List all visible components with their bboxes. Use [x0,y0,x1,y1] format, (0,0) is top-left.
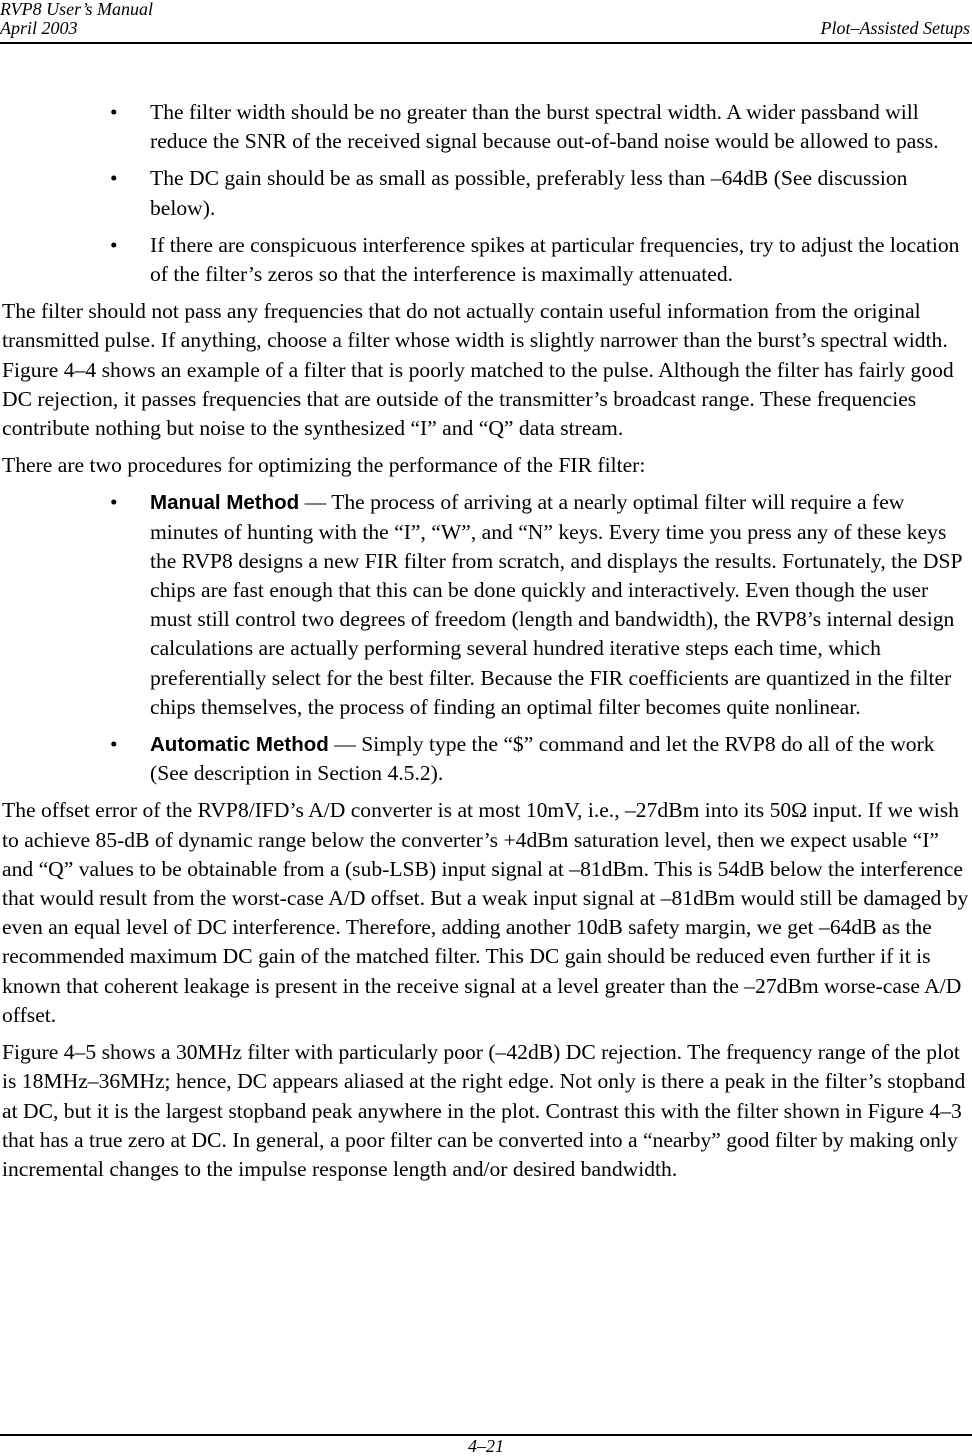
bullet-icon: • [110,166,118,191]
paragraph-figure-4-5: Figure 4–5 shows a 30MHz filter with particularly poor (–42dB) DC rejection. The frequency range of the plot is 18MHz–36MHz; hence, DC appears aliased at the right edge. Not only is there a peak in the filter’s stopband at DC, but it is the largest stopband peak anywhere in the plot. Contrast this with the filter shown in Figure 4–3 that has a true zero at DC. In general, a poor filter can be converted into a “nearby” good filter by making only incremental changes to the impulse response length and/or desired bandwidth. [2,1040,966,1181]
bullet-icon: • [110,100,118,124]
bullet-icon: • [110,490,118,515]
page-footer [0,1434,972,1456]
list-item [2,164,970,222]
manual-title: RVP8 User’s Manual [0,0,153,19]
bullet-icon: • [110,232,118,257]
method-text: — Simply type the “$” command and let the RVP8 do all of the work (See description in Section 4.5.2). [150,732,935,786]
header-date: April 2003 [0,18,78,38]
list-item [2,98,970,156]
paragraph-offset-error: The offset error of the RVP8/IFD’s A/D converter is at most 10mV, i.e., –27dBm into its 50Ω input. If we wish to achieve 85-dB of dynamic range below the converter’s +4dBm saturation level, then we expect usable “I” and “Q” values to be obtainable from a (sub-LSB) input signal at –81dBm. This is 54dB below the interference that would result from the worst-case A/D offset. But a weak input signal at –81dBm would still be damaged by even an equal level of DC interference. Therefore, adding another 10dB safety margin, we get –64dB as the recommended maximum DC gain of the matched filter. This DC gain should be reduced even further if it is known that coherent leakage is present in the receive signal at a level greater than the –27dBm worse-case A/D offset. [2,798,969,1027]
page-number: 4–21 [468,1436,504,1456]
paragraph-filter-passband: The filter should not pass any frequencies that do not actually contain useful information from the original transmitted pulse. If anything, choose a filter whose width is slightly narrower than the burst’s spectral width. Figure 4–4 shows an example of a filter that is poorly matched to the pulse. Although the filter has fairly good DC rejection, it passes frequencies that are outside of the transmitter’s broadcast range. These frequencies contribute nothing but noise to the synthesized “I” and “Q” data stream. [2,299,954,441]
paragraph-procedures-intro: There are two procedures for optimizing the performance of the FIR filter: [2,453,646,478]
method-text: — The process of arriving at a nearly optimal filter will require a few minutes of hunting with the “I”, “W”, and “N” keys. Every time you press any of these keys the RVP8 designs a new FIR filter from scratch, and displays the results. Fortunately, the DSP chips are fast enough that this can be done quickly and interactively. Even though the user must still control two degrees of freedom (length and bandwidth), the RVP8’s internal design calculations are actually performing several hundred iterative steps each time, which preferentially select for the best filter. Because the FIR coefficients are quantized in the filter chips themselves, the process of finding an optimal filter becomes quite nonlinear. [150,490,962,719]
bullet-text: The filter width should be no greater than the burst spectral width. A wider passband will reduce the SNR of the received signal because out-of-band noise would be allowed to pass. [150,100,939,154]
list-item-manual-method [2,488,970,722]
header-left [0,0,153,38]
bullet-icon: • [110,732,118,757]
method-title: Manual Method [150,491,300,515]
section-title: Plot–Assisted Setups [820,18,970,38]
page-header [0,0,972,44]
bullet-text: If there are conspicuous interference spikes at particular frequencies, try to adjust the location of the filter’s zeros so that the interference is maximally attenuated. [150,232,960,287]
page-body [2,98,970,1192]
bullet-text: The DC gain should be as small as possible, preferably less than –64dB (See discussion below). [150,166,908,220]
list-item-automatic-method [2,730,970,788]
list-item [2,231,970,289]
method-title: Automatic Method [150,733,329,757]
